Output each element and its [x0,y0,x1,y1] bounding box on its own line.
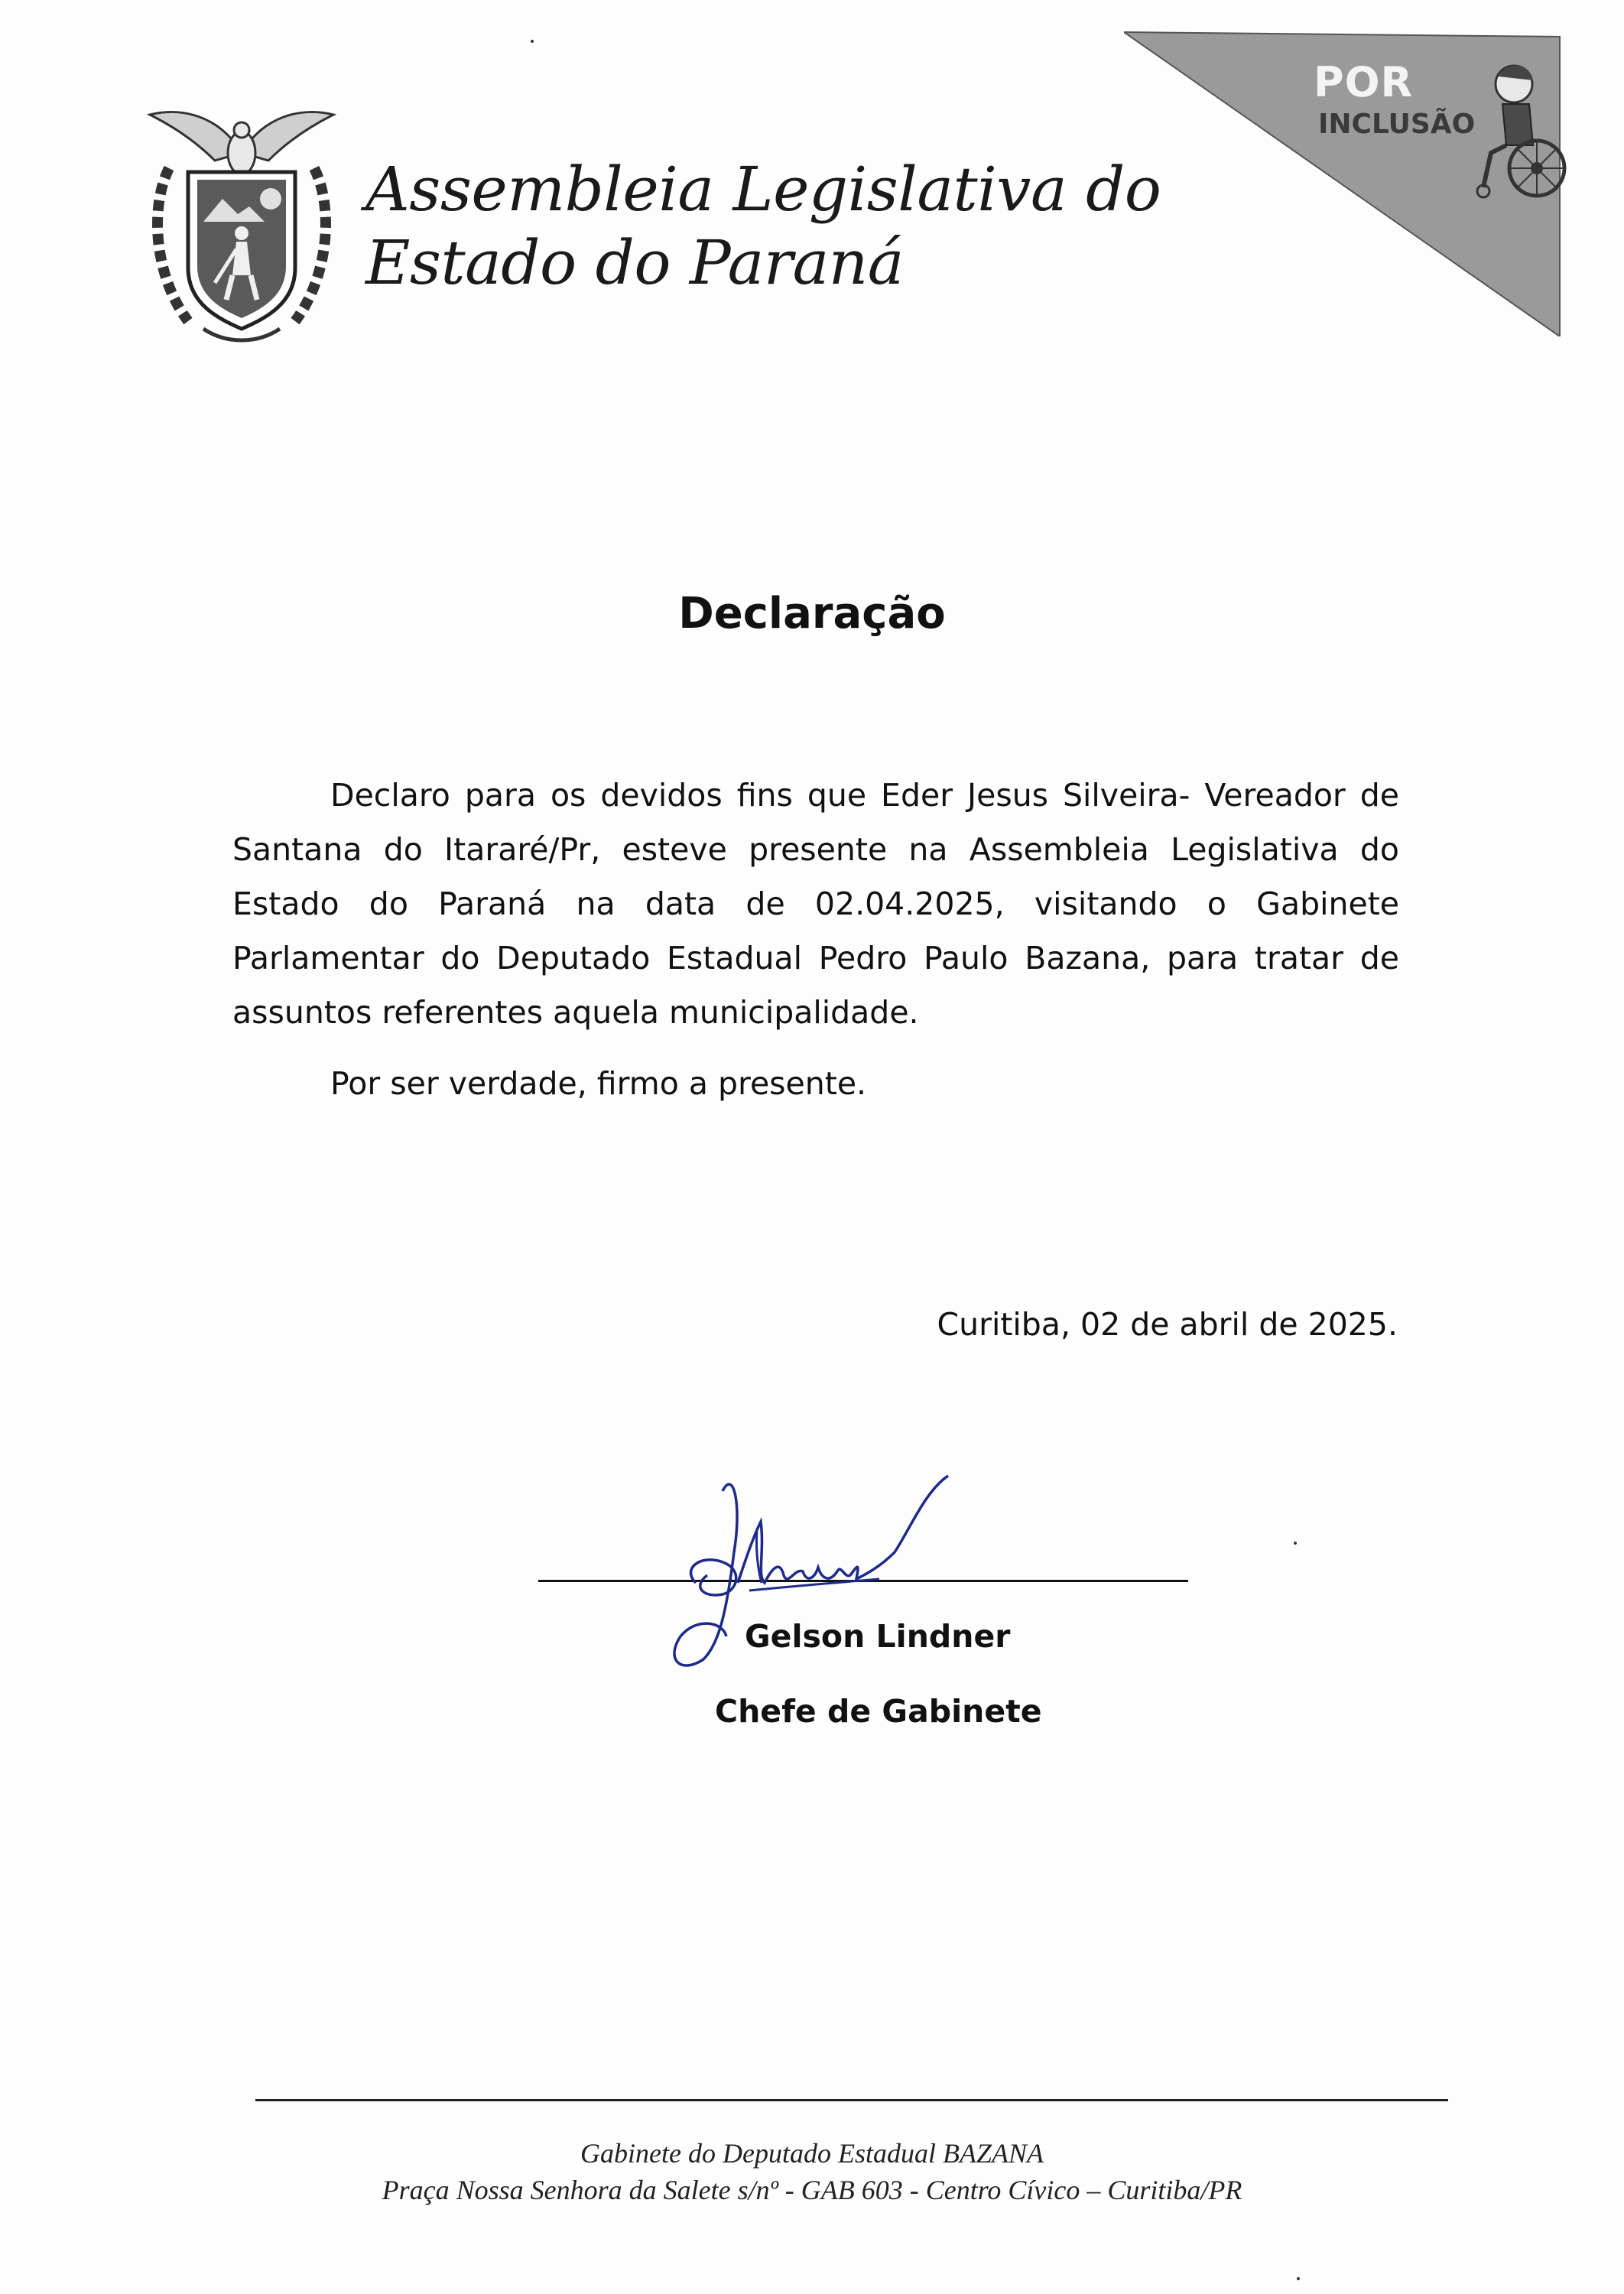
document-title: Declaração [678,589,946,638]
badge-text-inclusao: INCLUSÃO [1318,109,1476,140]
institution-title-line-1: Assembleia Legislativa do [365,154,1161,225]
institution-title [365,153,1161,300]
footer-divider [255,2099,1448,2101]
scan-speck [1297,2277,1300,2280]
signer-role: Chefe de Gabinete [715,1693,1042,1730]
signer-name: Gelson Lindner [745,1618,1011,1655]
scan-speck [531,40,534,43]
footer-address: Praça Nossa Senhora da Salete s/nº - GAB 603 - Centro Cívico – Curitiba/PR [382,2175,1242,2205]
wheelchair-icon [1460,54,1583,206]
closing-statement: Por ser verdade, firmo a presente. [330,1065,867,1102]
handwritten-signature [650,1438,971,1698]
footer-office: Gabinete do Deputado Estadual BAZANA [580,2138,1044,2169]
badge-text-por: POR [1314,58,1414,106]
scan-speck [1294,1542,1297,1545]
declaration-body: Declaro para os devidos fins que Eder Jesus Silveira- Vereador de Santana do Itararé/Pr, esteve presente na Assembleia Legislativa do Estado do Paraná na data de 02.04.2025, visitando o Gabinete Parlamentar do Deputado Estadual Pedro Paulo Bazana, para tratar de assuntos referentes aquela municipalidade. [232,777,1399,1031]
place-and-date: Curitiba, 02 de abril de 2025. [937,1306,1398,1343]
parana-coat-of-arms-icon [135,99,349,352]
institution-title-line-2: Estado do Paraná [365,227,904,298]
